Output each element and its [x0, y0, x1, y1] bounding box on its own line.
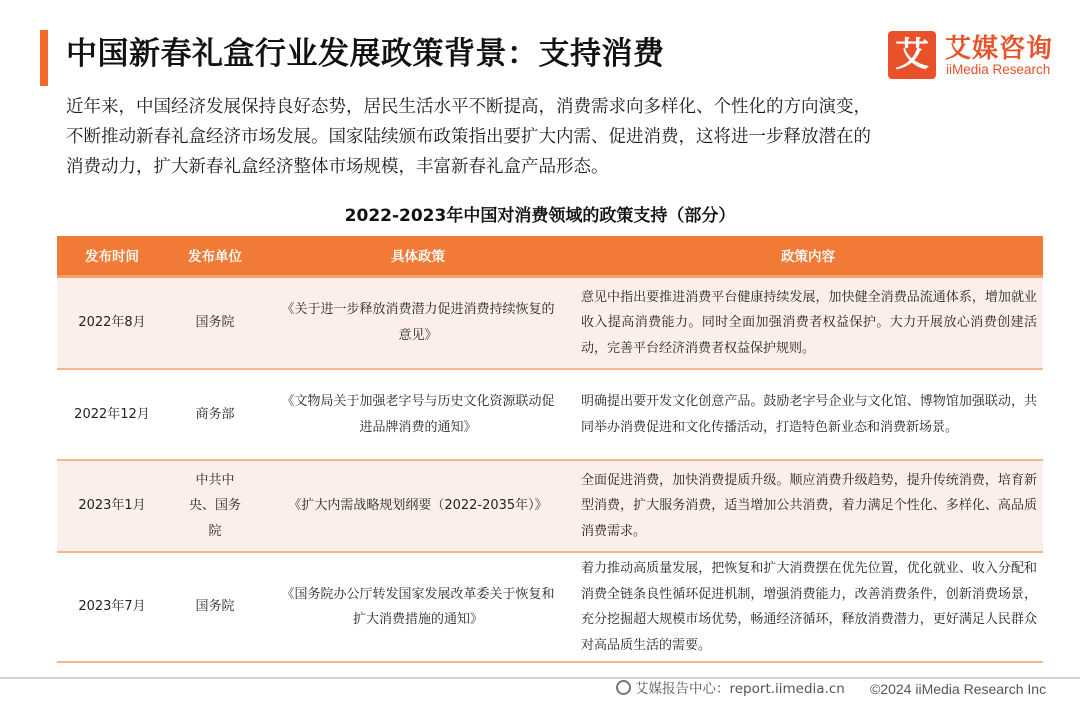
table-title: 2022-2023年中国对消费领域的政策支持（部分） [344, 206, 736, 226]
page-title: 中国新春礼盒行业发展政策背景：支持消费 [66, 36, 665, 72]
cell-content: 明确提出要开发文化创意产品。鼓励老字号企业与文化馆、博物馆加强联动，共同举办消费促进和文化传播活动，打造特色新业态和消费新场景。 [573, 369, 1043, 460]
cell-date: 2022年8月 [57, 276, 167, 369]
cell-policy: 《文物局关于加强老字号与历史文化资源联动促进品牌消费的通知》 [263, 369, 573, 460]
table-row [57, 460, 1043, 552]
cell-policy: 《关于进一步释放消费潜力促进消费持续恢复的意见》 [263, 276, 573, 369]
title-accent-bar [40, 30, 48, 86]
cell-content: 着力推动高质量发展，把恢复和扩大消费摆在优先位置，优化就业、收入分配和消费全链条良性循环促进机制，增强消费能力，改善消费条件，创新消费场景，充分挖掘超大规模市场优势，畅通经济循环，释放消费潜力，更好满足人民群众对高品质生活的需要。 [573, 552, 1043, 662]
footer-source-text[interactable]: 艾媒报告中心：report.iimedia.cn [635, 681, 845, 697]
table-header-row [57, 236, 1043, 276]
cell-org: 国务院 [167, 552, 263, 662]
table-row [57, 552, 1043, 662]
policy-table [57, 236, 1043, 663]
globe-icon [616, 680, 631, 695]
cell-org: 中共中央、国务院 [167, 460, 263, 552]
column-header-org: 发布单位 [167, 236, 263, 276]
table-row [57, 276, 1043, 369]
intro-line: 消费动力，扩大新春礼盒经济整体市场规模，丰富新春礼盒产品形态。 [66, 157, 609, 177]
cell-content: 全面促进消费，加快消费提质升级。顺应消费升级趋势，提升传统消费，培育新型消费，扩大服务消费，适当增加公共消费，着力满足个性化、多样化、高品质消费需求。 [573, 460, 1043, 552]
cell-org: 国务院 [167, 276, 263, 369]
cell-policy: 《扩大内需战略规划纲要（2022-2035年）》 [263, 460, 573, 552]
cell-org: 商务部 [167, 369, 263, 460]
column-header-policy: 具体政策 [263, 236, 573, 276]
column-header-content: 政策内容 [573, 236, 1043, 276]
intro-paragraph [66, 92, 1056, 182]
table-row [57, 369, 1043, 460]
logo-name-cn: 艾媒咨询 [945, 34, 1054, 64]
footer-source[interactable] [616, 679, 845, 699]
footer-copyright: ©2024 iiMedia Research Inc [870, 681, 1047, 697]
column-header-date: 发布时间 [57, 236, 167, 276]
cell-date: 2023年1月 [57, 460, 167, 552]
intro-line: 近年来，中国经济发展保持良好态势，居民生活水平不断提高，消费需求向多样化、个性化的方向演变， [66, 97, 871, 117]
logo-name-en: iiMedia Research [946, 62, 1051, 77]
cell-date: 2022年12月 [57, 369, 167, 460]
cell-content: 意见中指出要推进消费平台健康持续发展，加快健全消费品流通体系，增加就业收入提高消费能力。同时全面加强消费者权益保护。大力开展放心消费创建活动，完善平台经济消费者权益保护规则。 [573, 276, 1043, 369]
intro-line: 不断推动新春礼盒经济市场发展。国家陆续颁布政策指出要扩大内需、促进消费，这将进一步释放潜在的 [66, 127, 871, 147]
cell-policy: 《国务院办公厅转发国家发展改革委关于恢复和扩大消费措施的通知》 [263, 552, 573, 662]
iimedia-logo [888, 31, 1068, 81]
cell-date: 2023年7月 [57, 552, 167, 662]
logo-mark-icon: 艾 [888, 31, 936, 79]
